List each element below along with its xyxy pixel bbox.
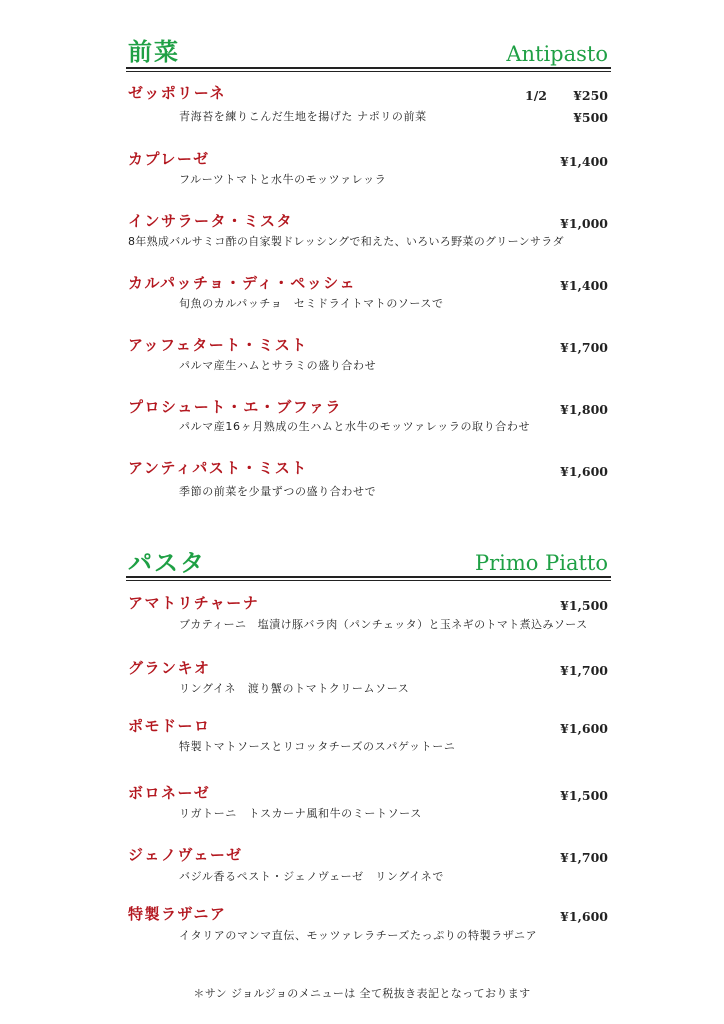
item-price-half: ¥250 [573,88,608,103]
item-name: ボロネーゼ [128,784,211,802]
item-name: アッフェタート・ミスト [128,336,308,354]
item-description: 青海苔を練りこんだ生地を揚げた ナポリの前菜 [179,110,427,123]
section-divider [126,67,611,72]
item-name: ゼッポリーネ [128,84,226,102]
section-title-antipasto-en: Antipasto [506,42,608,66]
section-title-pasta-jp: パスタ [128,549,206,577]
item-description: イタリアのマンマ直伝、モッツァレラチーズたっぷりの特製ラザニア [179,929,538,942]
item-description: 旬魚のカルパッチョ セミドライトマトのソースで [179,297,444,310]
item-name: カルパッチョ・ディ・ペッシェ [128,274,357,292]
item-price: ¥1,000 [560,216,608,231]
item-name: カプレーゼ [128,150,210,168]
item-description: パルマ産生ハムとサラミの盛り合わせ [179,359,377,372]
item-description: バジル香るペスト・ジェノヴェーゼ リングイネで [179,870,444,883]
item-description: リングイネ 渡り蟹のトマトクリームソース [179,682,410,695]
section-title-antipasto-jp: 前菜 [128,38,180,66]
item-name: インサラータ・ミスタ [128,212,294,230]
item-price: ¥1,600 [560,909,608,924]
item-price: ¥1,600 [560,721,608,736]
item-price: ¥1,700 [560,663,608,678]
item-price: ¥1,600 [560,464,608,479]
item-description: パルマ産16ヶ月熟成の生ハムと水牛のモッツァレッラの取り合わせ [179,420,531,433]
tax-note: ＊サン ジョルジョのメニューは 全て税抜き表記となっております [193,987,531,1000]
item-description: ブカティーニ 塩漬け豚バラ肉（パンチェッタ）と玉ネギのトマト煮込みソース [179,618,588,631]
item-name: 特製ラザニア [128,905,227,923]
item-name: アンティパスト・ミスト [128,459,308,477]
half-portion-label: 1/2 [525,88,547,103]
item-description: リガトーニ トスカーナ風和牛のミートソース [179,807,422,820]
section-title-pasta-en: Primo Piatto [474,551,608,575]
item-price: ¥1,700 [560,850,608,865]
item-price-full: ¥500 [573,110,608,125]
item-price: ¥1,400 [560,154,608,169]
item-name: アマトリチャーナ [128,594,260,612]
item-name: プロシュート・エ・ブファラ [128,398,342,416]
item-price: ¥1,500 [560,788,608,803]
item-name: ポモドーロ [128,717,211,735]
item-price: ¥1,800 [560,402,608,417]
item-description: 季節の前菜を少量ずつの盛り合わせで [179,485,377,498]
section-divider [126,576,611,581]
item-description: フルーツトマトと水牛のモッツァレッラ [179,173,387,186]
item-price: ¥1,700 [560,340,608,355]
item-description: 特製トマトソースとリコッタチーズのスパゲットーニ [179,740,456,753]
item-description: 8年熟成バルサミコ酢の自家製ドレッシングで和えた、いろいろ野菜のグリーンサラダ [128,235,564,248]
item-price: ¥1,400 [560,278,608,293]
item-name: グランキオ [128,659,211,677]
item-name: ジェノヴェーゼ [128,846,243,864]
item-price: ¥1,500 [560,598,608,613]
